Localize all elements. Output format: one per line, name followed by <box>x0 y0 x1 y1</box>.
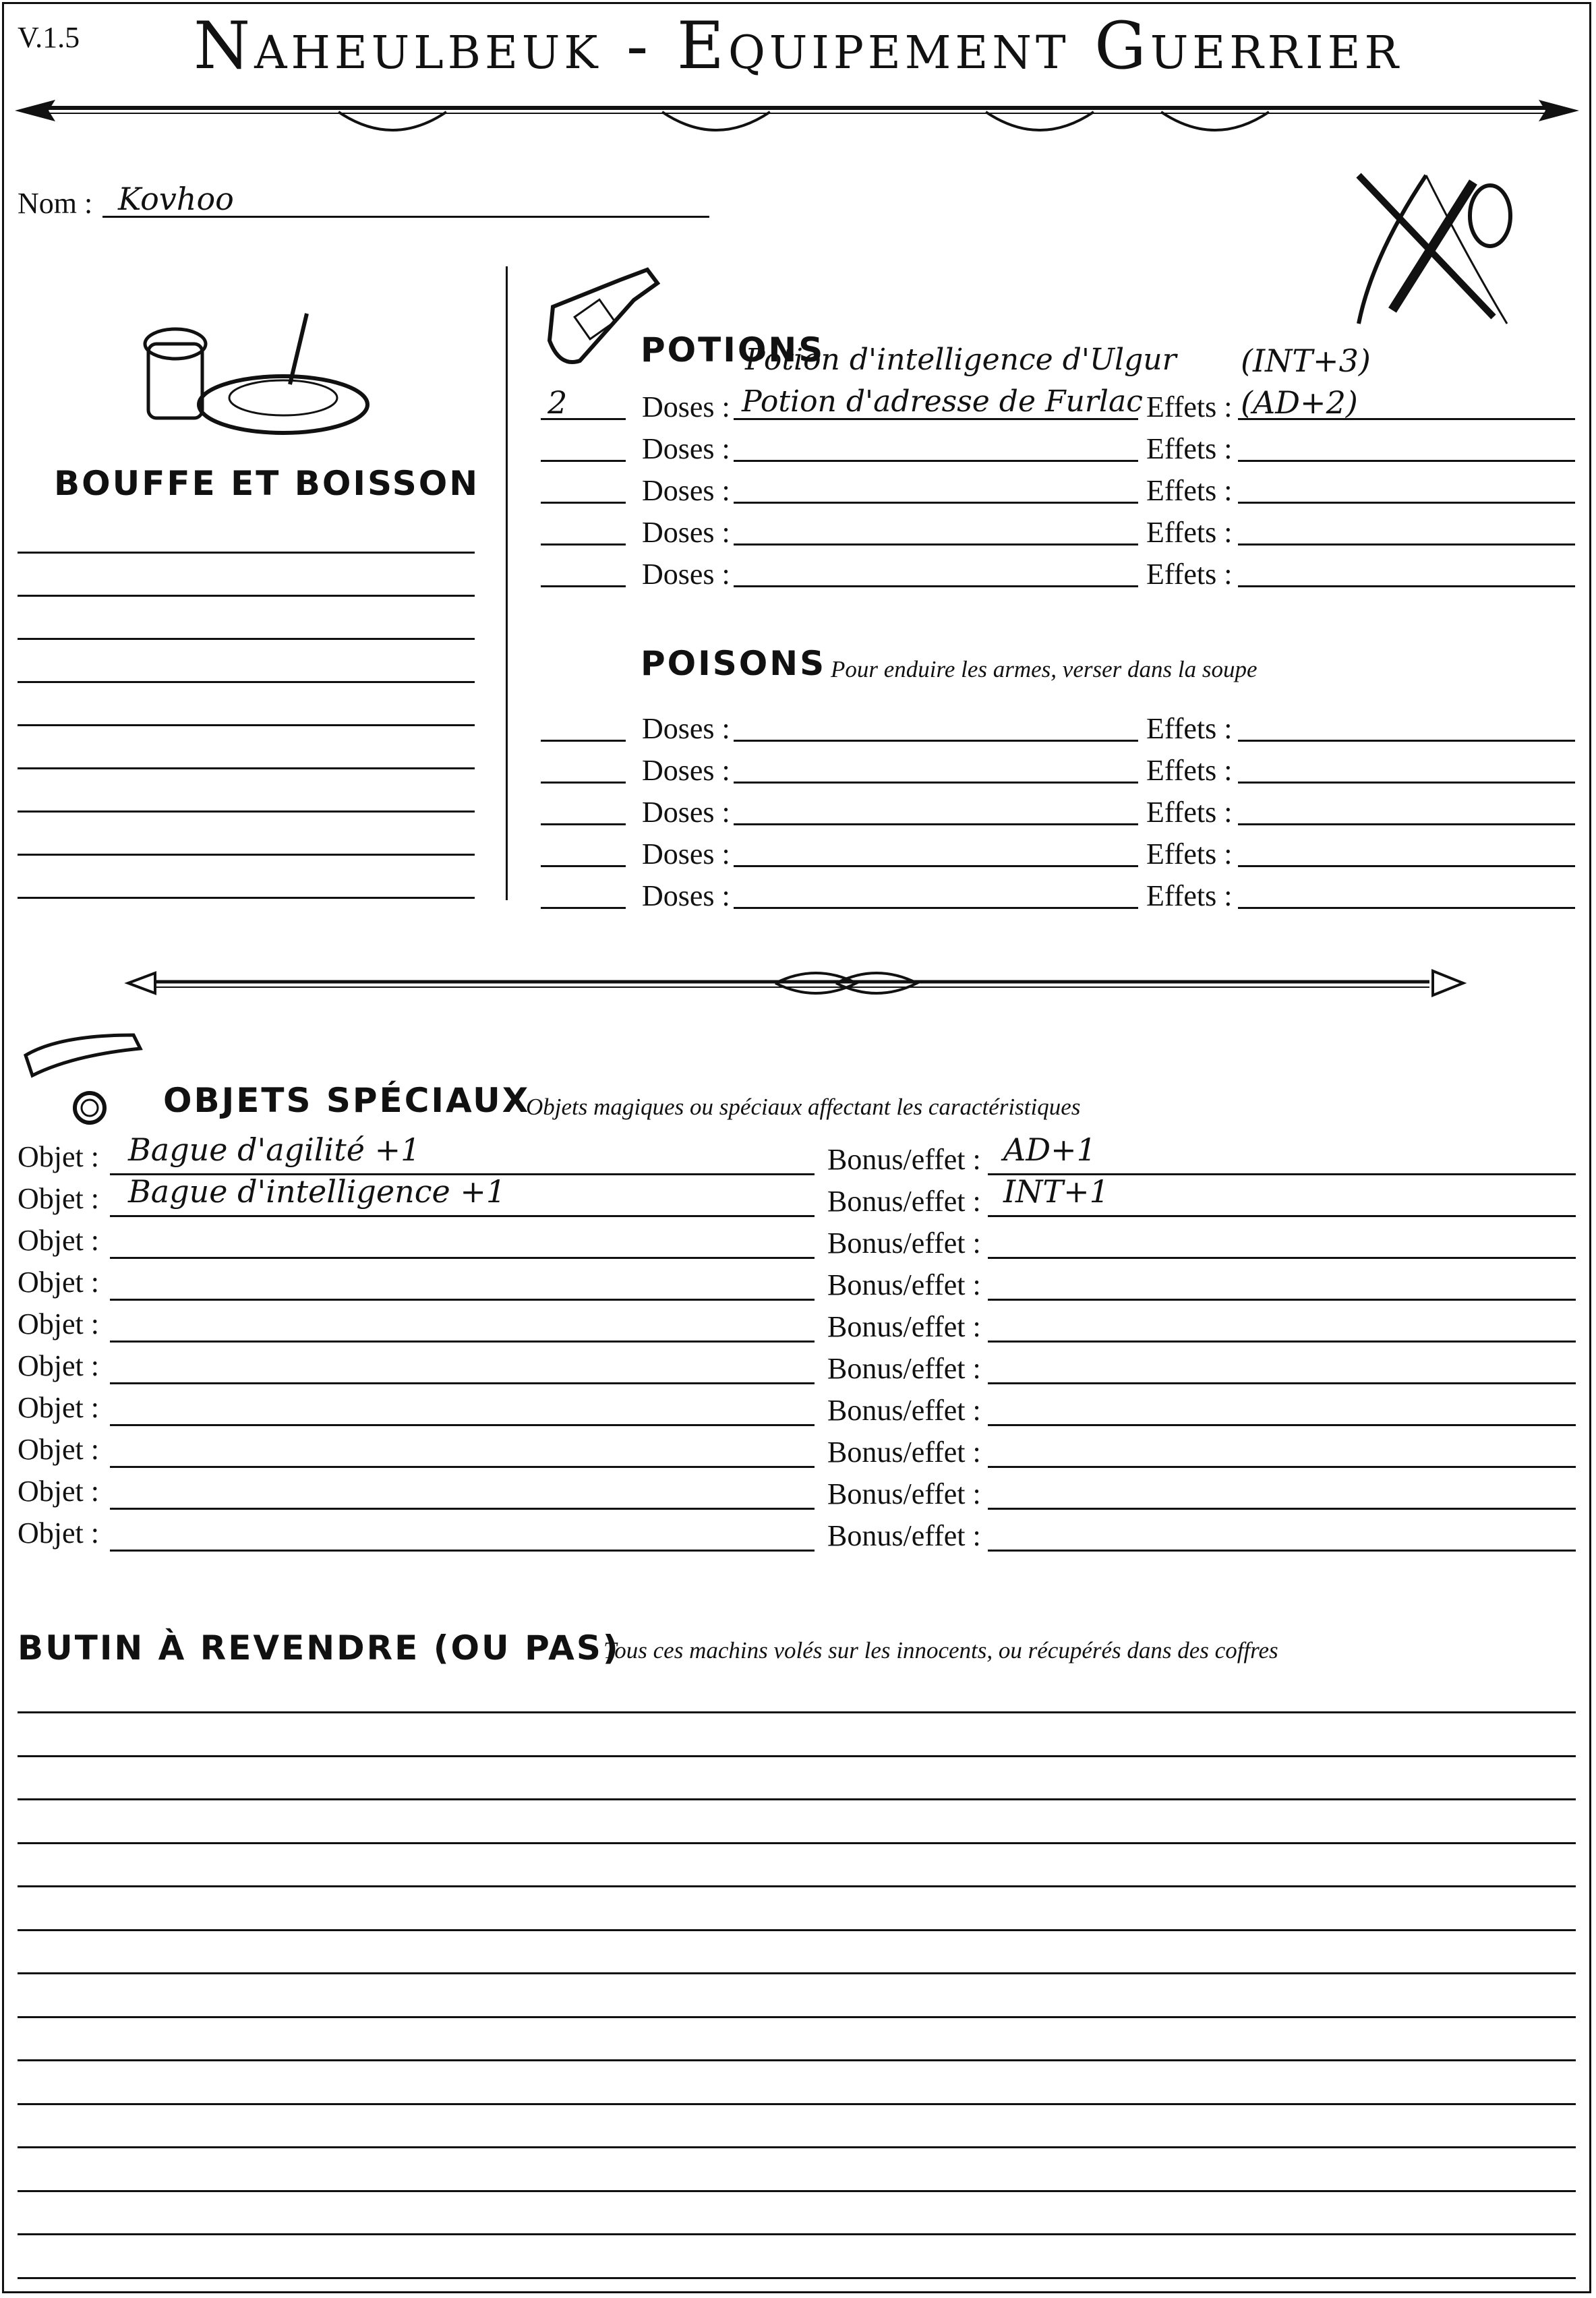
bonus-label: Bonus/effet : <box>827 1185 981 1218</box>
poison-doses-label: Doses : <box>642 712 730 745</box>
poison-doses-label: Doses : <box>642 754 730 787</box>
loot-note: Tous ces machins volés sur les innocents, ou récupérés dans des coffres <box>603 1637 1278 1663</box>
potion-effects-label: Effets : <box>1146 390 1233 423</box>
potion-effects-label: Effets : <box>1146 516 1233 549</box>
poison-effects-label: Effets : <box>1146 712 1233 745</box>
object-field[interactable]: Bague d'agilité +1 <box>128 1131 421 1168</box>
poison-effect-line[interactable] <box>1238 865 1575 867</box>
object-line <box>110 1550 815 1552</box>
bonus-line <box>988 1257 1576 1259</box>
loot-line[interactable] <box>18 1972 1576 1974</box>
name-field[interactable]: Kovhoo <box>118 181 234 217</box>
bonus-line <box>988 1508 1576 1510</box>
version-label: V.1.5 <box>18 21 80 54</box>
spear-divider-icon <box>15 88 1579 142</box>
object-line <box>110 1340 815 1343</box>
object-label: Objet : <box>18 1266 99 1299</box>
bonus-label: Bonus/effet : <box>827 1268 981 1301</box>
object-label: Objet : <box>18 1391 99 1424</box>
potion-effects-label: Effets : <box>1146 558 1233 591</box>
bonus-label: Bonus/effet : <box>827 1394 981 1427</box>
bonus-label: Bonus/effet : <box>827 1143 981 1176</box>
bonus-label: Bonus/effet : <box>827 1310 981 1343</box>
dose-line <box>541 502 626 504</box>
food-line[interactable] <box>18 638 475 640</box>
object-label: Objet : <box>18 1307 99 1340</box>
loot-line[interactable] <box>18 1929 1576 1931</box>
poison-name-line[interactable] <box>734 865 1138 867</box>
poison-name-line[interactable] <box>734 740 1138 742</box>
loot-line[interactable] <box>18 2103 1576 2105</box>
object-label: Objet : <box>18 1475 99 1508</box>
potion-effect-line <box>1238 585 1575 587</box>
bonus-label: Bonus/effet : <box>827 1436 981 1469</box>
food-line[interactable] <box>18 681 475 683</box>
poison-effects-label: Effets : <box>1146 879 1233 912</box>
potion-name-line <box>734 460 1138 462</box>
potion-doses-label: Doses : <box>642 390 730 423</box>
food-plate-icon <box>142 303 371 438</box>
potion-effects-label: Effets : <box>1146 474 1233 507</box>
poison-effect-line[interactable] <box>1238 740 1575 742</box>
crossed-weapons-icon <box>1332 155 1527 337</box>
loot-line[interactable] <box>18 2016 1576 2018</box>
object-line <box>110 1466 815 1468</box>
bonus-field[interactable]: AD+1 <box>1003 1131 1096 1168</box>
food-line[interactable] <box>18 595 475 597</box>
potions-heading: POTIONS <box>641 330 825 370</box>
poisons-heading: POISONS <box>641 644 827 683</box>
poison-dose-line[interactable] <box>541 782 626 784</box>
name-label: Nom : <box>18 187 93 220</box>
bonus-line <box>988 1424 1576 1426</box>
object-line <box>110 1299 815 1301</box>
object-label: Objet : <box>18 1140 99 1173</box>
loot-line[interactable] <box>18 1798 1576 1800</box>
poison-dose-line[interactable] <box>541 865 626 867</box>
food-line[interactable] <box>18 897 475 899</box>
potion-effect-line <box>1238 460 1575 462</box>
bonus-line <box>988 1550 1576 1552</box>
bonus-line <box>988 1382 1576 1384</box>
potion-doses-label: Doses : <box>642 432 730 465</box>
bonus-line <box>988 1299 1576 1301</box>
object-line <box>110 1424 815 1426</box>
loot-line[interactable] <box>18 2146 1576 2148</box>
object-label: Objet : <box>18 1224 99 1257</box>
potion-dose-field[interactable]: 2 <box>548 384 568 421</box>
object-line <box>110 1382 815 1384</box>
loot-line[interactable] <box>18 2277 1576 2279</box>
poison-dose-line[interactable] <box>541 823 626 825</box>
poison-doses-label: Doses : <box>642 879 730 912</box>
potion-effect-field[interactable]: (AD+2) <box>1241 384 1358 421</box>
poison-effects-label: Effets : <box>1146 837 1233 871</box>
bonus-line <box>988 1215 1576 1217</box>
food-heading: BOUFFE ET BOISSON <box>54 464 480 503</box>
food-line[interactable] <box>18 724 475 726</box>
loot-line[interactable] <box>18 1842 1576 1844</box>
object-line <box>110 1215 815 1217</box>
poison-name-line[interactable] <box>734 823 1138 825</box>
poison-effect-line[interactable] <box>1238 823 1575 825</box>
special-note: Objets magiques ou spéciaux affectant les caractéristiques <box>526 1094 1081 1120</box>
object-label: Objet : <box>18 1433 99 1466</box>
potion-doses-label: Doses : <box>642 516 730 549</box>
loot-heading: BUTIN À REVENDRE (OU PAS) <box>18 1628 620 1668</box>
potion-doses-label: Doses : <box>642 474 730 507</box>
food-line[interactable] <box>18 854 475 856</box>
potion-name-extra[interactable]: Potion d'intelligence d'Ulgur <box>745 343 1177 377</box>
food-line[interactable] <box>18 767 475 769</box>
object-line <box>110 1257 815 1259</box>
potion-effect-line <box>1238 502 1575 504</box>
column-divider <box>506 266 508 900</box>
dose-line <box>541 585 626 587</box>
potion-name-field[interactable]: Potion d'adresse de Furlac <box>742 384 1143 419</box>
poison-effects-label: Effets : <box>1146 796 1233 829</box>
loot-line[interactable] <box>18 1755 1576 1757</box>
food-line[interactable] <box>18 552 475 554</box>
staff-divider-icon <box>128 963 1463 1003</box>
bonus-label: Bonus/effet : <box>827 1477 981 1510</box>
poison-effect-line[interactable] <box>1238 907 1575 909</box>
bonus-line <box>988 1466 1576 1468</box>
food-line[interactable] <box>18 811 475 813</box>
poison-doses-label: Doses : <box>642 837 730 871</box>
bonus-field[interactable]: INT+1 <box>1003 1173 1109 1210</box>
special-heading: OBJETS SPÉCIAUX <box>163 1081 531 1120</box>
loot-line[interactable] <box>18 1711 1576 1713</box>
object-line <box>110 1508 815 1510</box>
bonus-label: Bonus/effet : <box>827 1227 981 1260</box>
poison-effect-line[interactable] <box>1238 782 1575 784</box>
bonus-label: Bonus/effet : <box>827 1519 981 1552</box>
poison-name-line[interactable] <box>734 782 1138 784</box>
potion-doses-label: Doses : <box>642 558 730 591</box>
bonus-line <box>988 1340 1576 1343</box>
potion-effects-label: Effets : <box>1146 432 1233 465</box>
object-label: Objet : <box>18 1349 99 1382</box>
page-title: Naheulbeuk - Equipement Guerrier <box>194 8 1402 84</box>
poison-dose-line[interactable] <box>541 907 626 909</box>
potion-name-line <box>734 543 1138 546</box>
potion-effect-extra[interactable]: (INT+3) <box>1241 343 1371 379</box>
loot-line[interactable] <box>18 2233 1576 2235</box>
bonus-label: Bonus/effet : <box>827 1352 981 1385</box>
dose-line <box>541 543 626 546</box>
poison-doses-label: Doses : <box>642 796 730 829</box>
object-label: Objet : <box>18 1182 99 1215</box>
dose-line <box>541 460 626 462</box>
potion-effect-line <box>1238 543 1575 546</box>
loot-line[interactable] <box>18 2059 1576 2061</box>
poison-effects-label: Effets : <box>1146 754 1233 787</box>
loot-line[interactable] <box>18 2190 1576 2192</box>
object-field[interactable]: Bague d'intelligence +1 <box>128 1173 506 1210</box>
object-label: Objet : <box>18 1516 99 1550</box>
poison-dose-line[interactable] <box>541 740 626 742</box>
loot-line[interactable] <box>18 1885 1576 1887</box>
potion-name-line <box>734 502 1138 504</box>
poison-name-line[interactable] <box>734 907 1138 909</box>
poisons-note: Pour enduire les armes, verser dans la soupe <box>831 656 1258 682</box>
scroll-ring-icon <box>19 1028 154 1129</box>
potion-name-line <box>734 585 1138 587</box>
